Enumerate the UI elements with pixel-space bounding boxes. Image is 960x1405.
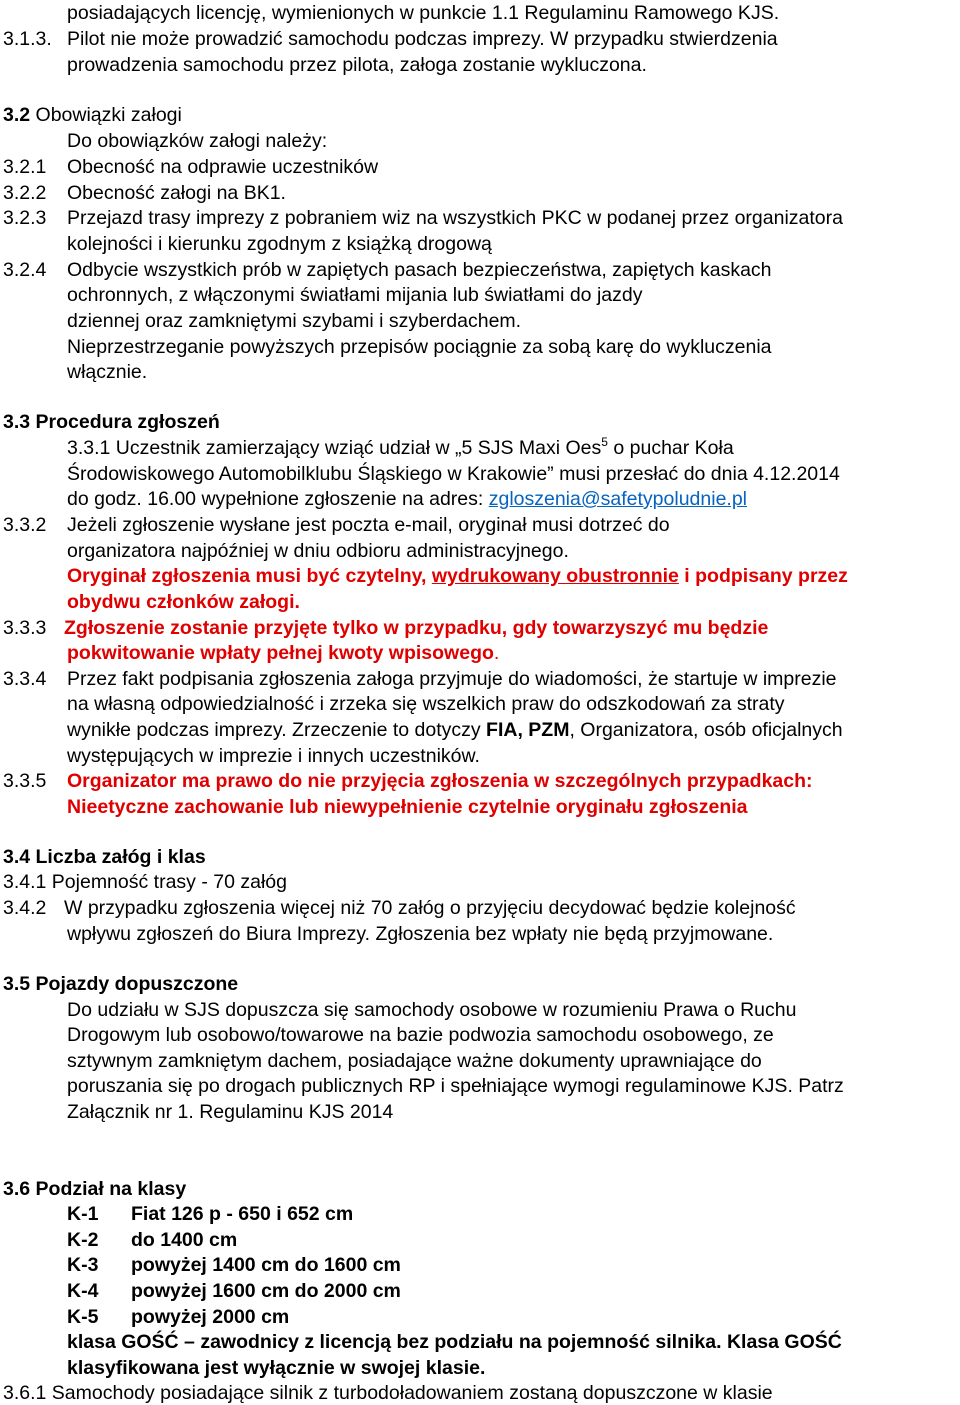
- list-item: [3, 769, 813, 793]
- warning-text: Organizator ma prawo do nie przyjęcia zgłoszenia w szczególnych przypadkach:: [67, 770, 813, 792]
- clause-text: Przejazd trasy imprezy z pobraniem wiz na wszystkich PKC w podanej przez organizatora: [67, 207, 843, 229]
- text-line: [67, 487, 747, 511]
- class-code: K-2: [67, 1229, 99, 1251]
- superscript: 5: [601, 435, 608, 449]
- text-line: Środowiskowego Automobilklubu Śląskiego w Krakowie” musi przesłać do dnia 4.12.2014: [67, 463, 840, 485]
- warning-line: Nieetyczne zachowanie lub niewypełnienie czytelnie oryginału zgłoszenia: [67, 796, 748, 818]
- text-line: prowadzenia samochodu przez pilota, załoga zostanie wykluczona.: [67, 54, 647, 76]
- text-line: Załącznik nr 1. Regulaminu KJS 2014: [67, 1101, 394, 1123]
- section-heading-3-5: 3.5 Pojazdy dopuszczone: [3, 973, 239, 995]
- clause-number: 3.1.3.: [3, 28, 52, 50]
- list-item: [3, 181, 286, 205]
- warning-text: Oryginał zgłoszenia musi być czytelny,: [67, 565, 432, 587]
- class-code: K-4: [67, 1280, 99, 1302]
- list-item: 3.6.1 Samochody posiadające silnik z turbodoładowaniem zostaną dopuszczone w klasie: [3, 1382, 773, 1404]
- warning-line: [67, 564, 848, 588]
- class-row: [67, 1228, 238, 1252]
- clause-text: Obecność na odprawie uczestników: [67, 156, 379, 178]
- text-line: ochronnych, z włączonymi światłami mijania lub światłami do jazdy: [67, 284, 643, 306]
- class-code: K-3: [67, 1254, 99, 1276]
- clause-text: 3.3.1 Uczestnik zamierzający wziąć udział w „5 SJS Maxi Oes: [67, 437, 602, 459]
- class-row: [67, 1253, 401, 1277]
- clause-text: Obecność załogi na BK1.: [67, 182, 286, 204]
- text-line: Do udziału w SJS dopuszcza się samochody osobowe w rozumieniu Prawa o Ruchu: [67, 999, 797, 1021]
- class-description: Fiat 126 p - 650 i 652 cm: [131, 1203, 354, 1225]
- text-line: na własną odpowiedzialność i zrzeka się wszelkich praw do odszkodowań za straty: [67, 693, 785, 715]
- clause-text: Przez fakt podpisania zgłoszenia załoga przyjmuje do wiadomości, że startuje w imprezie: [67, 668, 837, 690]
- text-line: organizatora najpóźniej w dniu odbioru administracyjnego.: [67, 540, 569, 562]
- warning-text: Zgłoszenie zostanie przyjęte tylko w przypadku, gdy towarzyszyć mu będzie: [64, 617, 769, 639]
- section-heading-3-2: [3, 103, 182, 127]
- text-line: [3, 27, 778, 51]
- clause-number: 3.3.2: [3, 514, 47, 536]
- clause-text: Pilot nie może prowadzić samochodu podczas imprezy. W przypadku stwierdzenia: [67, 28, 778, 50]
- email-link[interactable]: zgloszenia@safetypoludnie.pl: [488, 488, 748, 510]
- class-description: do 1400 cm: [131, 1229, 238, 1251]
- clause-number: 3.2.1: [3, 156, 47, 178]
- text-line: [67, 718, 843, 742]
- clause-number: 3.4.2: [3, 897, 47, 919]
- list-item: [3, 667, 837, 691]
- text-line: występujących w imprezie i innych uczestników.: [67, 745, 480, 767]
- text-line: poruszania się po drogach publicznych RP i spełniające wymogi regulaminowe KJS. Patrz: [67, 1075, 844, 1097]
- clause-text: , Organizatora, osób oficjalnych: [569, 719, 843, 741]
- class-description: powyżej 1400 cm do 1600 cm: [131, 1254, 401, 1276]
- text-line: klasa GOŚĆ – zawodnicy z licencją bez podziału na pojemność silnika. Klasa GOŚĆ: [67, 1331, 842, 1353]
- heading-text: Obowiązki załogi: [35, 104, 182, 126]
- clause-text: Odbycie wszystkich prób w zapiętych pasach bezpieczeństwa, zapiętych kaskach: [67, 259, 772, 281]
- heading-number: 3.2: [3, 104, 31, 126]
- list-item: 3.4.1 Pojemność trasy - 70 załóg: [3, 871, 287, 893]
- class-description: powyżej 2000 cm: [131, 1306, 290, 1328]
- section-heading-3-3: 3.3 Procedura zgłoszeń: [3, 411, 220, 433]
- clause-text: W przypadku zgłoszenia więcej niż 70 załóg o przyjęciu decydować będzie kolejność: [64, 897, 796, 919]
- warning-underlined: wydrukowany obustronnie: [431, 565, 679, 587]
- clause-number: 3.3.5: [3, 770, 47, 792]
- text-line: dziennej oraz zamkniętymi szybami i szyberdachem.: [67, 310, 522, 332]
- clause-text: o puchar Koła: [607, 437, 734, 459]
- text-line: wpływu zgłoszeń do Biura Imprezy. Zgłoszenia bez wpłaty nie będą przyjmowane.: [67, 923, 774, 945]
- list-item: [3, 155, 379, 179]
- warning-line: obydwu członków załogi.: [67, 591, 300, 613]
- list-item: [3, 513, 670, 537]
- class-code: K-1: [67, 1203, 99, 1225]
- list-item: [3, 896, 796, 920]
- text-line: kolejności i kierunku zgodnym z książką drogową: [67, 233, 492, 255]
- class-row: [67, 1305, 290, 1329]
- section-heading-3-4: 3.4 Liczba załóg i klas: [3, 846, 206, 868]
- list-item: [3, 616, 769, 640]
- text-line: Drogowym lub osobowo/towarowe na bazie podwozia samochodu osobowego, ze: [67, 1024, 774, 1046]
- class-description: powyżej 1600 cm do 2000 cm: [131, 1280, 401, 1302]
- text-line: włącznie.: [67, 361, 148, 383]
- clause-text: wynikłe podczas imprezy. Zrzeczenie to dotyczy: [67, 719, 487, 741]
- clause-number: 3.2.2: [3, 182, 47, 204]
- punctuation: .: [493, 642, 500, 664]
- text-line: Do obowiązków załogi należy:: [67, 130, 328, 152]
- text-line: sztywnym zamkniętym dachem, posiadające ważne dokumenty uprawniające do: [67, 1050, 762, 1072]
- clause-number: 3.3.3: [3, 617, 47, 639]
- class-row: [67, 1279, 401, 1303]
- class-code: K-5: [67, 1306, 99, 1328]
- text-line: klasyfikowana jest wyłącznie w swojej klasie.: [67, 1357, 486, 1379]
- warning-text: pokwitowanie wpłaty pełnej kwoty wpisowego: [67, 642, 494, 664]
- section-heading-3-6: 3.6 Podział na klasy: [3, 1178, 187, 1200]
- warning-text: i podpisany przez: [678, 565, 848, 587]
- text-line: Nieprzestrzeganie powyższych przepisów pociągnie za sobą karę do wykluczenia: [67, 336, 772, 358]
- text-line: [67, 436, 734, 460]
- clause-number: 3.2.3: [3, 207, 47, 229]
- clause-number: 3.3.4: [3, 668, 47, 690]
- bold-text: FIA, PZM: [486, 719, 570, 741]
- class-row: [67, 1202, 354, 1226]
- clause-text: Jeżeli zgłoszenie wysłane jest poczta e-mail, oryginał musi dotrzeć do: [67, 514, 670, 536]
- list-item: [3, 206, 843, 230]
- clause-number: 3.2.4: [3, 259, 47, 281]
- warning-line: [67, 641, 499, 665]
- clause-text: do godz. 16.00 wypełnione zgłoszenie na adres:: [67, 488, 489, 510]
- list-item: [3, 258, 772, 282]
- text-line: posiadających licencję, wymienionych w punkcie 1.1 Regulaminu Ramowego KJS.: [67, 2, 780, 24]
